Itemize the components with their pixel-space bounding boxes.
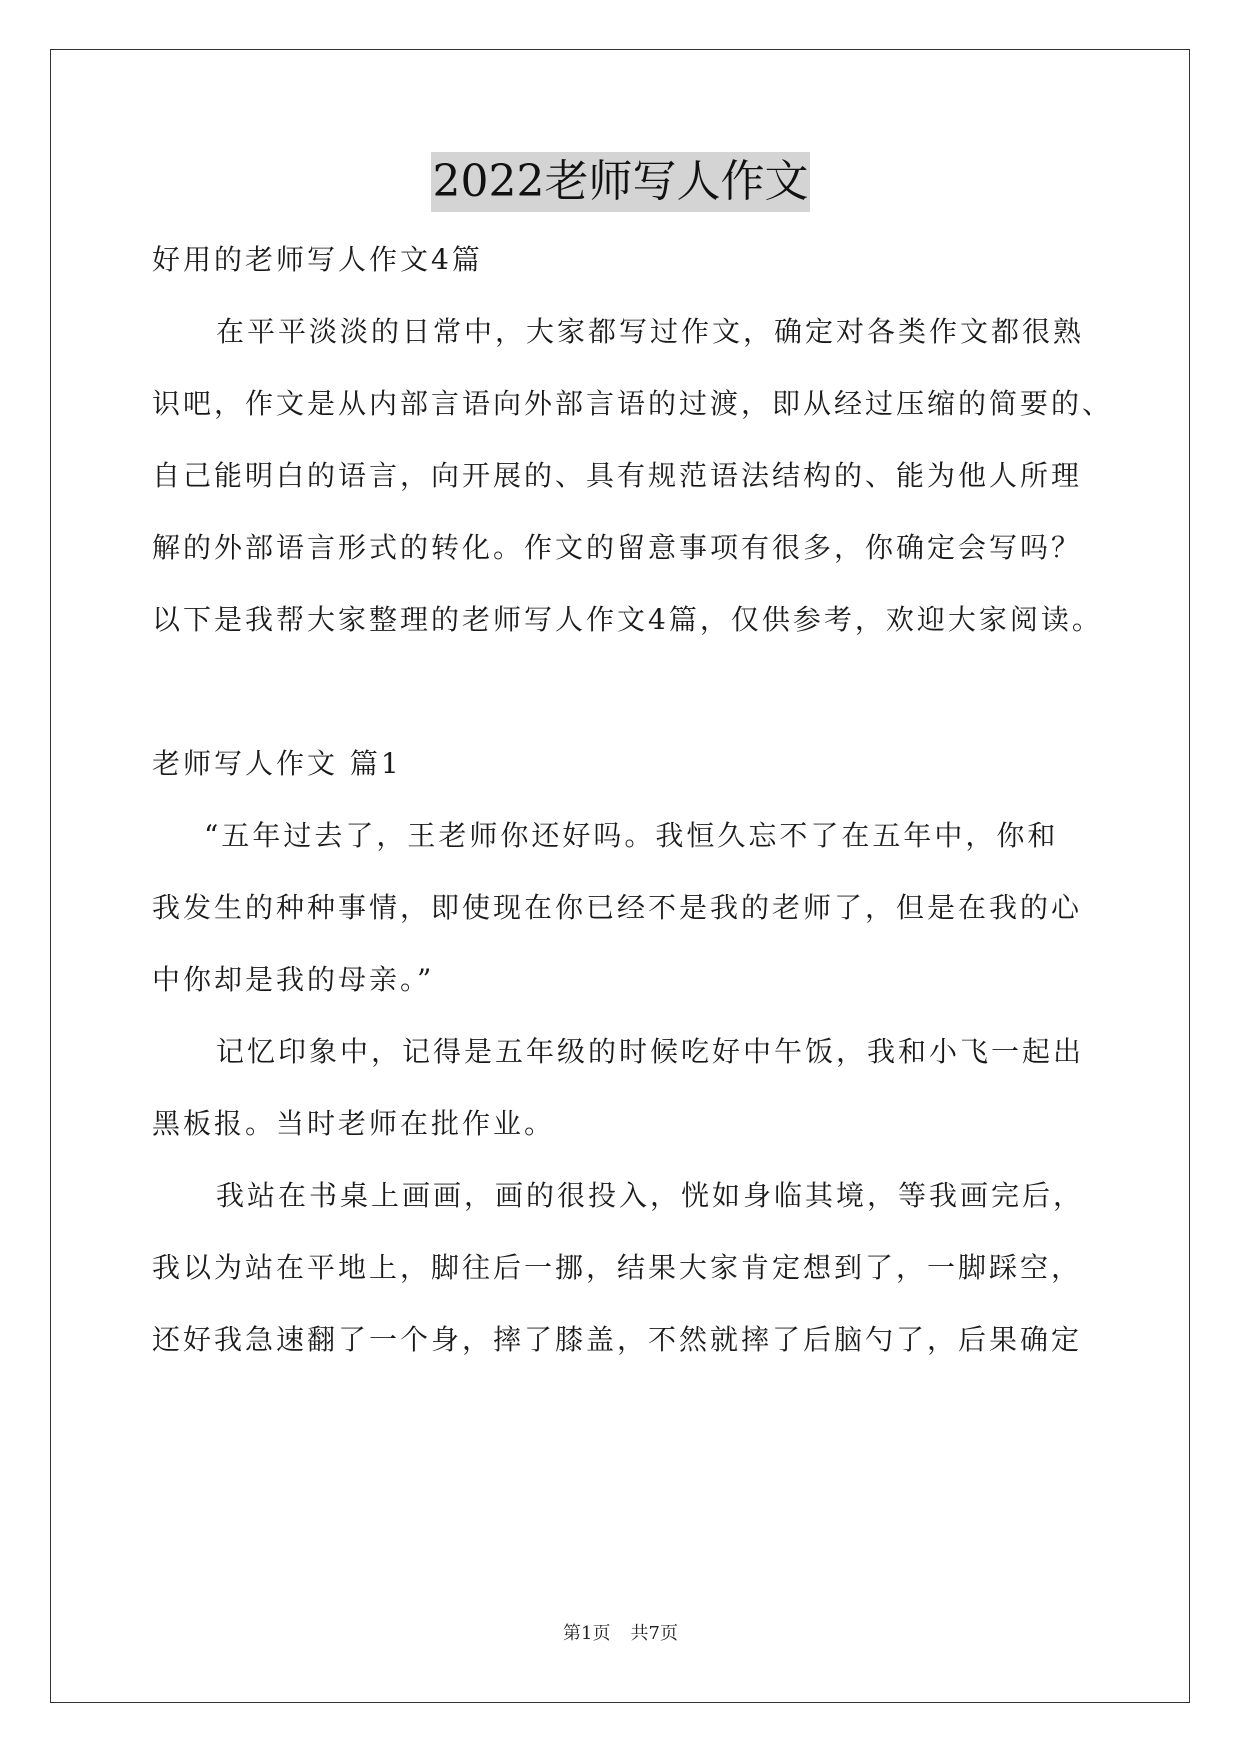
paragraph-line-6: 我站在书桌上画画，画的很投入，恍如身临其境，等我画完后， — [216, 1179, 1085, 1212]
intro-line-2: 识吧，作文是从内部言语向外部言语的过渡，即从经过压缩的简要的、 — [152, 387, 1114, 420]
paragraph-line-2: 我发生的种种事情，即使现在你已经不是我的老师了，但是在我的心 — [152, 891, 1083, 924]
page-number: 第1页 — [563, 1623, 611, 1644]
intro-line-3: 自己能明白的语言，向开展的、具有规范语法结构的、能为他人所理 — [152, 459, 1083, 492]
paragraph-line-5: 黑板报。当时老师在批作业。 — [152, 1107, 556, 1140]
title-wrap — [0, 152, 1241, 212]
document-subtitle: 好用的老师写人作文4篇 — [152, 243, 483, 276]
page-total: 共7页 — [630, 1623, 678, 1644]
intro-line-1: 在平平淡淡的日常中，大家都写过作文，确定对各类作文都很熟 — [216, 315, 1085, 348]
document-title: 2022老师写人作文 — [431, 152, 811, 212]
paragraph-line-8: 还好我急速翻了一个身，摔了膝盖，不然就摔了后脑勺了，后果确定 — [152, 1323, 1083, 1356]
paragraph-line-4: 记忆印象中，记得是五年级的时候吃好中午饭，我和小飞一起出 — [216, 1035, 1085, 1068]
page-footer — [0, 1622, 1241, 1646]
intro-line-4: 解的外部语言形式的转化。作文的留意事项有很多，你确定会写吗？ — [152, 531, 1083, 564]
paragraph-line-7: 我以为站在平地上，脚往后一挪，结果大家肯定想到了，一脚踩空， — [152, 1251, 1083, 1284]
paragraph-line-1: “五年过去了，王老师你还好吗。我恒久忘不了在五年中，你和 — [204, 819, 1059, 852]
page-border — [50, 49, 1190, 1703]
paragraph-line-3: 中你却是我的母亲。” — [152, 963, 435, 996]
intro-line-5: 以下是我帮大家整理的老师写人作文4篇，仅供参考，欢迎大家阅读。 — [152, 603, 1103, 636]
section-heading: 老师写人作文 篇1 — [152, 747, 402, 780]
